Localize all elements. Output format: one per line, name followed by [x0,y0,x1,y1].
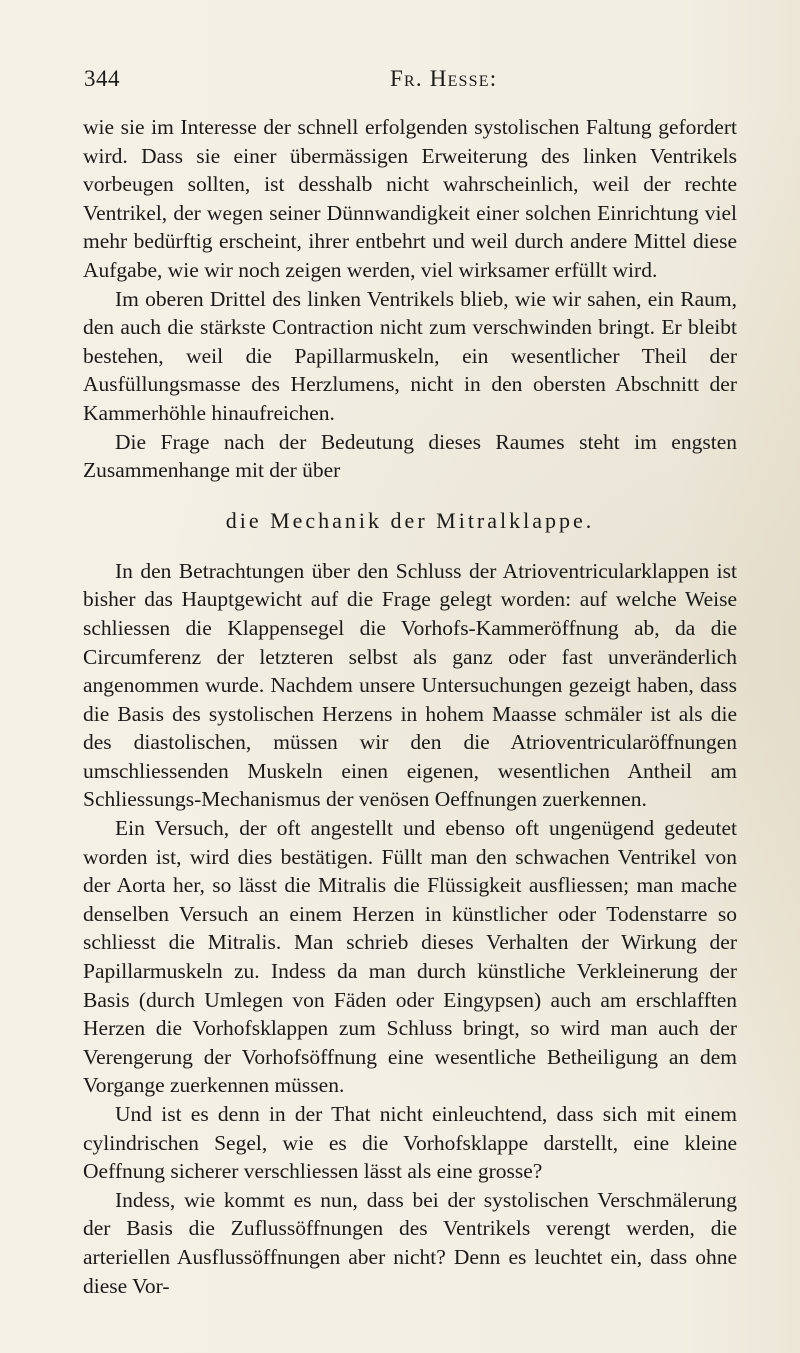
body-text [83,113,737,1300]
paragraph-6: Und ist es denn in der That nicht einleuchtend, dass sich mit einem cylindrischen Segel, wie es die Vorhofsklappe darstellt, eine kleine Oeffnung sicherer verschliessen lässt als eine grosse? [83,1102,737,1184]
section-heading: die Mechanik der Mitralklappe. [225,507,595,533]
running-head: Fr. Hesse: [390,66,498,91]
paragraph-4: In den Betrachtungen über den Schluss der Atrioventricularklappen ist bisher das Hauptgewicht auf die Frage gelegt worden: auf welche Weise schliessen die Klappensegel die Vorhofs-Kammeröffnung ab, da die Circumferenz der letzteren selbst als ganz oder fast unveränderlich angenommen wurde. Nachdem unsere Untersuchungen gezeigt haben, dass die Basis des systolischen Herzens in hohem Maasse schmäler ist als die des diastolischen, müssen wir den die Atrioventricularöffnungen umschliessenden Muskeln einen eigenen, wesentlichen Antheil am Schliessungs-Mechanismus der venösen Oeffnungen zuerkennen. [83,558,737,812]
page-header [84,66,734,98]
paragraph-1: wie sie im Interesse der schnell erfolgenden systolischen Faltung gefordert wird. Dass sie einer übermässigen Erweiterung des linken Ventrikels vorbeugen sollten, ist desshalb nicht wahrscheinlich, weil der rechte Ventrikel, der wegen seiner Dünnwandigkeit einer solchen Einrichtung viel mehr bedürftig erscheint, ihrer entbehrt und weil durch andere Mittel diese Aufgabe, wie wir noch zeigen werden, viel wirksamer erfüllt wird. [83,115,737,282]
paragraph-3: Die Frage nach der Bedeutung dieses Raumes steht im engsten Zusammenhange mit der über [83,429,737,483]
paragraph-2: Im oberen Drittel des linken Ventrikels blieb, wie wir sahen, ein Raum, den auch die stärkste Contraction nicht zum verschwinden bringt. Er bleibt bestehen, weil die Papillarmuskeln, ein wesentlicher Theil der Ausfüllungsmasse des Herzlumens, nicht in den obersten Abschnitt der Kammerhöhle hinaufreichen. [83,286,737,425]
paragraph-7: Indess, wie kommt es nun, dass bei der systolischen Verschmälerung der Basis die Zuflussöffnungen des Ventrikels verengt werden, die arteriellen Ausflussöffnungen aber nicht? Denn es leuchtet ein, dass ohne diese Vor- [83,1187,737,1298]
paragraph-5: Ein Versuch, der oft angestellt und ebenso oft ungenügend gedeutet worden ist, wird dies bestätigen. Füllt man den schwachen Ventrikel von der Aorta her, so lässt die Mitralis die Flüssigkeit ausfliessen; man mache denselben Versuch an einem Herzen in künstlicher oder Todenstarre so schliesst die Mitralis. Man schrieb dieses Verhalten der Wirkung der Papillarmuskeln zu. Indess da man durch künstliche Verkleinerung der Basis (durch Umlegen von Fäden oder Eingypsen) auch am erschlafften Herzen die Vorhofsklappen zum Schluss bringt, so wird man auch der Verengerung der Vorhofsöffnung eine wesentliche Betheiligung an dem Vorgange zuerkennen müssen. [83,816,737,1098]
page-number: 344 [84,66,120,91]
